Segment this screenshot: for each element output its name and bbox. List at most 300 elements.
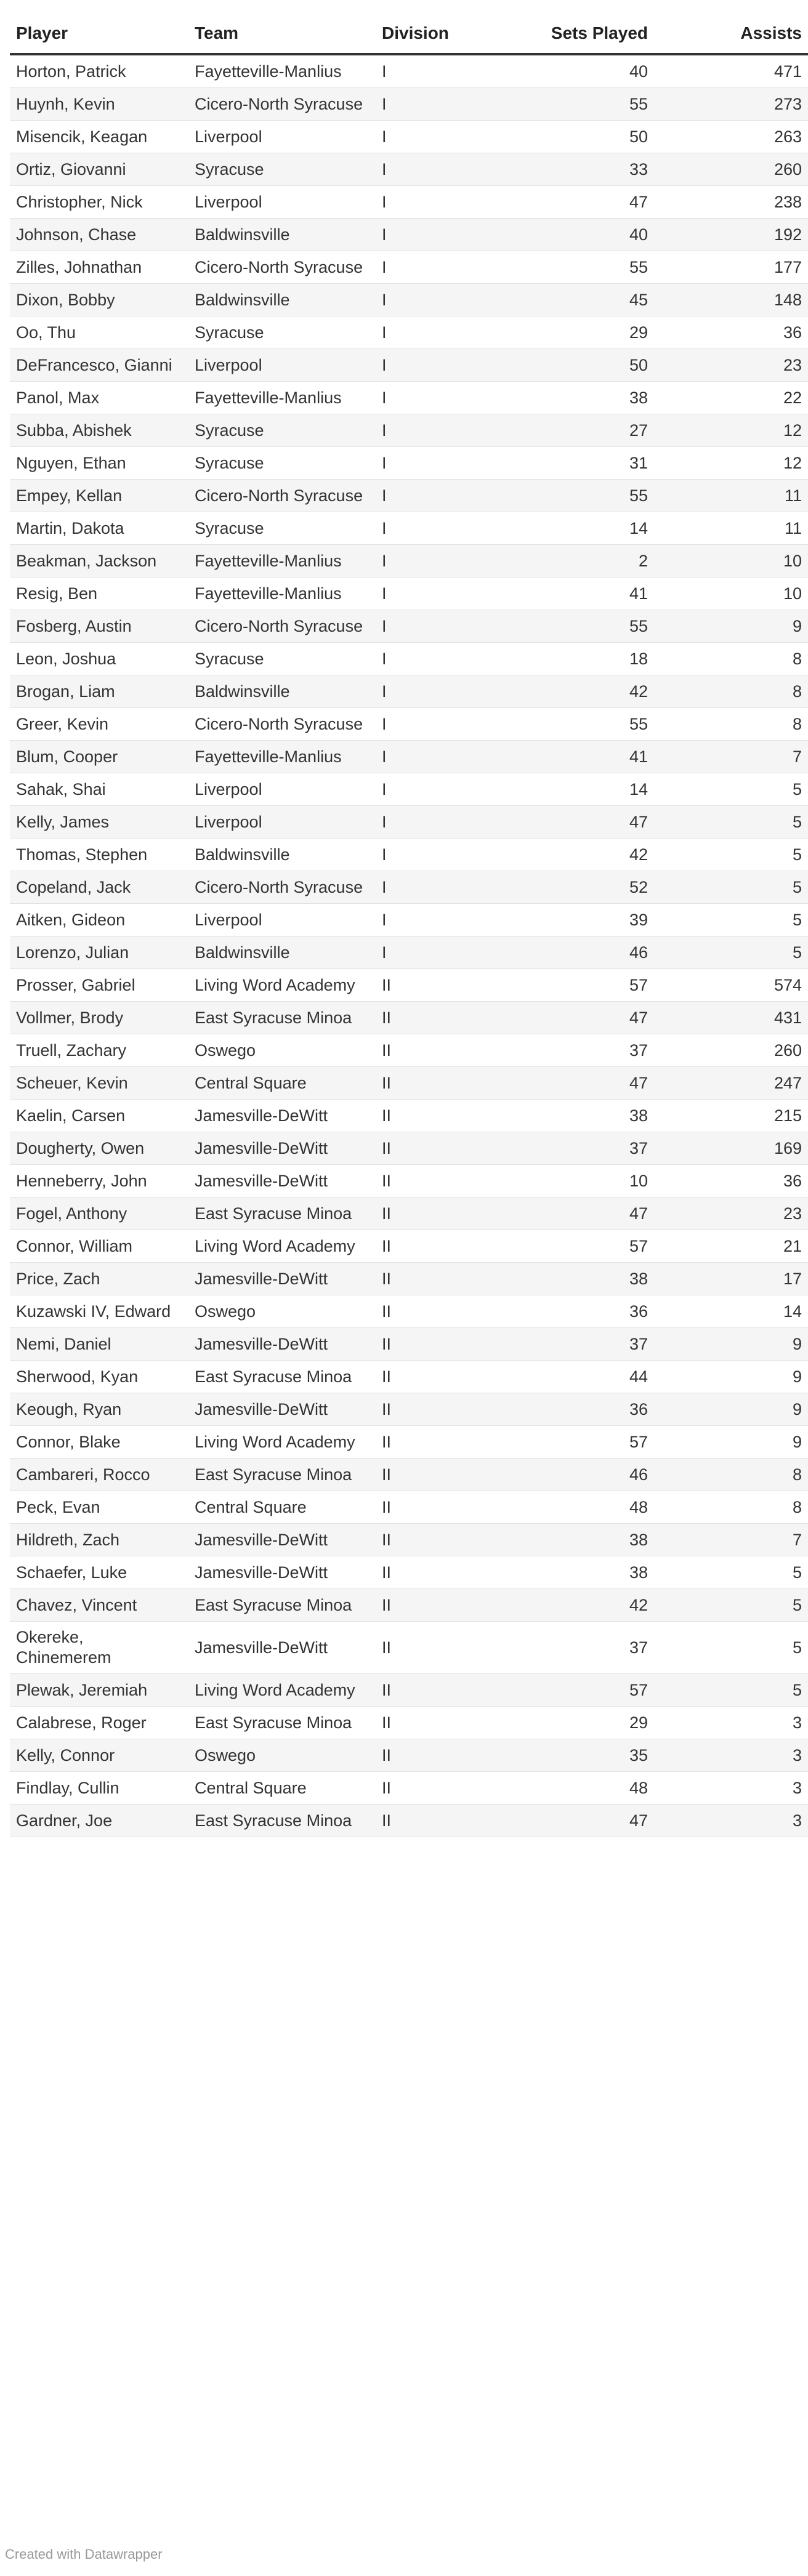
cell-player: Plewak, Jeremiah (10, 1674, 188, 1707)
cell-assists: 238 (654, 186, 808, 219)
cell-player: Kaelin, Carsen (10, 1100, 188, 1132)
cell-player: Price, Zach (10, 1263, 188, 1295)
cell-sets-played: 47 (527, 1805, 654, 1837)
cell-player: Lorenzo, Julian (10, 936, 188, 969)
table-row (10, 1100, 808, 1132)
cell-assists: 11 (654, 512, 808, 545)
cell-player: Blum, Cooper (10, 741, 188, 773)
cell-assists: 22 (654, 382, 808, 414)
cell-player: Beakman, Jackson (10, 545, 188, 578)
cell-player: Okereke, Chinemerem (10, 1622, 188, 1674)
cell-division: II (376, 1361, 527, 1393)
cell-team: Baldwinsville (188, 675, 376, 708)
cell-assists: 5 (654, 773, 808, 806)
cell-player: Johnson, Chase (10, 219, 188, 251)
cell-sets-played: 33 (527, 153, 654, 186)
cell-division: II (376, 1100, 527, 1132)
cell-assists: 11 (654, 480, 808, 512)
cell-sets-played: 55 (527, 251, 654, 284)
table-header (10, 22, 808, 54)
cell-player: Nemi, Daniel (10, 1328, 188, 1361)
cell-division: I (376, 545, 527, 578)
cell-assists: 5 (654, 1589, 808, 1622)
cell-assists: 192 (654, 219, 808, 251)
table-row (10, 1230, 808, 1263)
table-row (10, 284, 808, 316)
cell-division: II (376, 1002, 527, 1034)
cell-assists: 5 (654, 1674, 808, 1707)
cell-sets-played: 48 (527, 1772, 654, 1805)
table-row (10, 1556, 808, 1589)
cell-player: Leon, Joshua (10, 643, 188, 675)
cell-division: II (376, 1132, 527, 1165)
cell-division: II (376, 1459, 527, 1491)
cell-division: I (376, 54, 527, 88)
cell-team: Jamesville-DeWitt (188, 1556, 376, 1589)
cell-team: Liverpool (188, 121, 376, 153)
cell-sets-played: 14 (527, 773, 654, 806)
cell-division: II (376, 1491, 527, 1524)
header-sets-played[interactable]: Sets Played (527, 22, 654, 54)
cell-division: II (376, 1739, 527, 1772)
cell-sets-played: 55 (527, 480, 654, 512)
cell-sets-played: 55 (527, 88, 654, 121)
cell-assists: 263 (654, 121, 808, 153)
cell-division: I (376, 871, 527, 904)
cell-assists: 23 (654, 349, 808, 382)
cell-team: Syracuse (188, 512, 376, 545)
cell-assists: 10 (654, 578, 808, 610)
cell-assists: 3 (654, 1739, 808, 1772)
cell-player: Findlay, Cullin (10, 1772, 188, 1805)
cell-team: Baldwinsville (188, 936, 376, 969)
cell-assists: 260 (654, 153, 808, 186)
cell-sets-played: 47 (527, 806, 654, 839)
cell-assists: 9 (654, 1361, 808, 1393)
cell-assists: 21 (654, 1230, 808, 1263)
cell-player: Peck, Evan (10, 1491, 188, 1524)
cell-assists: 3 (654, 1772, 808, 1805)
cell-player: Zilles, Johnathan (10, 251, 188, 284)
cell-division: I (376, 88, 527, 121)
cell-player: Copeland, Jack (10, 871, 188, 904)
header-assists[interactable]: Assists (654, 22, 808, 54)
cell-assists: 36 (654, 316, 808, 349)
cell-player: Sherwood, Kyan (10, 1361, 188, 1393)
cell-team: Syracuse (188, 643, 376, 675)
cell-sets-played: 37 (527, 1328, 654, 1361)
cell-team: Cicero-North Syracuse (188, 480, 376, 512)
cell-assists: 10 (654, 545, 808, 578)
cell-sets-played: 48 (527, 1491, 654, 1524)
cell-division: II (376, 1328, 527, 1361)
cell-team: East Syracuse Minoa (188, 1707, 376, 1739)
cell-assists: 3 (654, 1707, 808, 1739)
cell-team: Syracuse (188, 316, 376, 349)
cell-sets-played: 36 (527, 1295, 654, 1328)
cell-player: Horton, Patrick (10, 54, 188, 88)
cell-division: I (376, 480, 527, 512)
table-row (10, 545, 808, 578)
table-row (10, 219, 808, 251)
cell-assists: 12 (654, 414, 808, 447)
cell-team: Living Word Academy (188, 969, 376, 1002)
cell-player: Calabrese, Roger (10, 1707, 188, 1739)
footer-credit[interactable]: Created with Datawrapper (5, 2546, 163, 2562)
table-row (10, 1772, 808, 1805)
cell-player: Sahak, Shai (10, 773, 188, 806)
cell-assists: 3 (654, 1805, 808, 1837)
cell-division: II (376, 1589, 527, 1622)
cell-team: Baldwinsville (188, 839, 376, 871)
cell-team: Jamesville-DeWitt (188, 1132, 376, 1165)
cell-sets-played: 38 (527, 1263, 654, 1295)
cell-division: I (376, 447, 527, 480)
table-row (10, 839, 808, 871)
cell-sets-played: 14 (527, 512, 654, 545)
cell-player: Truell, Zachary (10, 1034, 188, 1067)
cell-player: Aitken, Gideon (10, 904, 188, 936)
table-row (10, 610, 808, 643)
cell-team: Oswego (188, 1034, 376, 1067)
cell-division: I (376, 578, 527, 610)
cell-division: I (376, 186, 527, 219)
cell-team: Living Word Academy (188, 1230, 376, 1263)
cell-sets-played: 38 (527, 1556, 654, 1589)
table-row (10, 904, 808, 936)
cell-division: II (376, 1197, 527, 1230)
cell-division: I (376, 251, 527, 284)
cell-player: Connor, Blake (10, 1426, 188, 1459)
table-row (10, 1165, 808, 1197)
cell-team: Living Word Academy (188, 1674, 376, 1707)
cell-player: DeFrancesco, Gianni (10, 349, 188, 382)
cell-division: I (376, 773, 527, 806)
table-row (10, 54, 808, 88)
cell-player: Empey, Kellan (10, 480, 188, 512)
cell-division: I (376, 219, 527, 251)
cell-team: Liverpool (188, 806, 376, 839)
cell-team: Fayetteville-Manlius (188, 54, 376, 88)
cell-team: East Syracuse Minoa (188, 1805, 376, 1837)
cell-player: Huynh, Kevin (10, 88, 188, 121)
cell-team: Syracuse (188, 414, 376, 447)
cell-sets-played: 31 (527, 447, 654, 480)
cell-team: Fayetteville-Manlius (188, 545, 376, 578)
cell-assists: 7 (654, 1524, 808, 1556)
cell-assists: 5 (654, 904, 808, 936)
cell-division: II (376, 1622, 527, 1674)
cell-assists: 9 (654, 610, 808, 643)
cell-assists: 273 (654, 88, 808, 121)
cell-team: Cicero-North Syracuse (188, 251, 376, 284)
header-team[interactable]: Team (188, 22, 376, 54)
cell-division: II (376, 1524, 527, 1556)
cell-sets-played: 18 (527, 643, 654, 675)
cell-player: Kuzawski IV, Edward (10, 1295, 188, 1328)
cell-assists: 8 (654, 675, 808, 708)
cell-player: Oo, Thu (10, 316, 188, 349)
cell-division: I (376, 708, 527, 741)
cell-player: Subba, Abishek (10, 414, 188, 447)
table-row (10, 121, 808, 153)
table-row (10, 969, 808, 1002)
cell-player: Hildreth, Zach (10, 1524, 188, 1556)
cell-assists: 9 (654, 1426, 808, 1459)
cell-assists: 8 (654, 1459, 808, 1491)
cell-division: II (376, 969, 527, 1002)
cell-assists: 5 (654, 936, 808, 969)
table-row (10, 1295, 808, 1328)
cell-player: Chavez, Vincent (10, 1589, 188, 1622)
table-row (10, 1805, 808, 1837)
cell-team: Liverpool (188, 186, 376, 219)
cell-team: Central Square (188, 1772, 376, 1805)
table-row (10, 1132, 808, 1165)
cell-division: I (376, 610, 527, 643)
table-row (10, 1459, 808, 1491)
cell-division: I (376, 284, 527, 316)
cell-sets-played: 42 (527, 839, 654, 871)
cell-assists: 36 (654, 1165, 808, 1197)
table-row (10, 1034, 808, 1067)
cell-sets-played: 37 (527, 1132, 654, 1165)
cell-division: II (376, 1707, 527, 1739)
cell-sets-played: 2 (527, 545, 654, 578)
table-row (10, 349, 808, 382)
cell-division: II (376, 1165, 527, 1197)
header-player[interactable]: Player (10, 22, 188, 54)
cell-assists: 14 (654, 1295, 808, 1328)
table-row (10, 1393, 808, 1426)
cell-sets-played: 40 (527, 54, 654, 88)
cell-team: Jamesville-DeWitt (188, 1524, 376, 1556)
cell-team: Liverpool (188, 904, 376, 936)
table-row (10, 1674, 808, 1707)
cell-assists: 5 (654, 839, 808, 871)
cell-team: Jamesville-DeWitt (188, 1622, 376, 1674)
table-row (10, 708, 808, 741)
cell-assists: 5 (654, 1622, 808, 1674)
cell-division: I (376, 121, 527, 153)
table-row (10, 1739, 808, 1772)
cell-team: Fayetteville-Manlius (188, 578, 376, 610)
cell-assists: 215 (654, 1100, 808, 1132)
cell-team: Cicero-North Syracuse (188, 88, 376, 121)
cell-player: Kelly, James (10, 806, 188, 839)
cell-sets-played: 47 (527, 1067, 654, 1100)
cell-division: II (376, 1295, 527, 1328)
cell-player: Gardner, Joe (10, 1805, 188, 1837)
cell-player: Cambareri, Rocco (10, 1459, 188, 1491)
table-row (10, 1263, 808, 1295)
table-row (10, 643, 808, 675)
cell-sets-played: 42 (527, 675, 654, 708)
cell-assists: 169 (654, 1132, 808, 1165)
cell-sets-played: 47 (527, 186, 654, 219)
cell-division: I (376, 643, 527, 675)
cell-sets-played: 57 (527, 1674, 654, 1707)
cell-player: Fosberg, Austin (10, 610, 188, 643)
cell-division: II (376, 1674, 527, 1707)
cell-sets-played: 10 (527, 1165, 654, 1197)
cell-team: Liverpool (188, 349, 376, 382)
table-row (10, 1361, 808, 1393)
cell-player: Resig, Ben (10, 578, 188, 610)
cell-assists: 574 (654, 969, 808, 1002)
cell-team: Liverpool (188, 773, 376, 806)
table-row (10, 1197, 808, 1230)
cell-division: I (376, 414, 527, 447)
cell-player: Martin, Dakota (10, 512, 188, 545)
data-table (10, 22, 808, 1837)
cell-division: I (376, 675, 527, 708)
cell-sets-played: 45 (527, 284, 654, 316)
header-division[interactable]: Division (376, 22, 527, 54)
cell-team: Jamesville-DeWitt (188, 1165, 376, 1197)
cell-assists: 5 (654, 871, 808, 904)
cell-team: Syracuse (188, 153, 376, 186)
cell-team: Central Square (188, 1067, 376, 1100)
cell-assists: 260 (654, 1034, 808, 1067)
cell-assists: 9 (654, 1328, 808, 1361)
table-row (10, 1426, 808, 1459)
cell-division: I (376, 512, 527, 545)
table-row (10, 512, 808, 545)
table-row (10, 1002, 808, 1034)
cell-team: Jamesville-DeWitt (188, 1100, 376, 1132)
cell-division: I (376, 904, 527, 936)
cell-assists: 471 (654, 54, 808, 88)
cell-team: Baldwinsville (188, 219, 376, 251)
cell-sets-played: 50 (527, 349, 654, 382)
table-row (10, 936, 808, 969)
cell-player: Schaefer, Luke (10, 1556, 188, 1589)
cell-sets-played: 41 (527, 578, 654, 610)
table-body (10, 54, 808, 1837)
table-row (10, 773, 808, 806)
cell-sets-played: 57 (527, 1426, 654, 1459)
cell-assists: 17 (654, 1263, 808, 1295)
cell-sets-played: 37 (527, 1034, 654, 1067)
cell-division: II (376, 1805, 527, 1837)
cell-assists: 148 (654, 284, 808, 316)
cell-sets-played: 36 (527, 1393, 654, 1426)
cell-assists: 7 (654, 741, 808, 773)
cell-sets-played: 42 (527, 1589, 654, 1622)
cell-division: I (376, 741, 527, 773)
cell-team: East Syracuse Minoa (188, 1002, 376, 1034)
table-row (10, 675, 808, 708)
cell-division: II (376, 1556, 527, 1589)
table-row (10, 578, 808, 610)
cell-player: Christopher, Nick (10, 186, 188, 219)
cell-team: Cicero-North Syracuse (188, 610, 376, 643)
cell-team: Fayetteville-Manlius (188, 382, 376, 414)
cell-team: Baldwinsville (188, 284, 376, 316)
cell-division: II (376, 1263, 527, 1295)
cell-team: Oswego (188, 1295, 376, 1328)
cell-player: Greer, Kevin (10, 708, 188, 741)
cell-sets-played: 57 (527, 1230, 654, 1263)
cell-assists: 23 (654, 1197, 808, 1230)
cell-sets-played: 55 (527, 610, 654, 643)
cell-sets-played: 40 (527, 219, 654, 251)
cell-team: Oswego (188, 1739, 376, 1772)
table-row (10, 806, 808, 839)
cell-division: I (376, 936, 527, 969)
cell-player: Vollmer, Brody (10, 1002, 188, 1034)
cell-player: Fogel, Anthony (10, 1197, 188, 1230)
cell-assists: 8 (654, 708, 808, 741)
cell-assists: 177 (654, 251, 808, 284)
cell-player: Nguyen, Ethan (10, 447, 188, 480)
table-row (10, 316, 808, 349)
cell-team: Jamesville-DeWitt (188, 1263, 376, 1295)
cell-assists: 5 (654, 806, 808, 839)
cell-division: II (376, 1067, 527, 1100)
table-row (10, 1707, 808, 1739)
table-row (10, 1622, 808, 1674)
cell-player: Brogan, Liam (10, 675, 188, 708)
table-row (10, 1067, 808, 1100)
cell-division: I (376, 316, 527, 349)
cell-sets-played: 50 (527, 121, 654, 153)
cell-team: East Syracuse Minoa (188, 1459, 376, 1491)
table-row (10, 251, 808, 284)
cell-sets-played: 37 (527, 1622, 654, 1674)
cell-division: I (376, 153, 527, 186)
cell-team: Cicero-North Syracuse (188, 871, 376, 904)
cell-team: East Syracuse Minoa (188, 1197, 376, 1230)
cell-team: Jamesville-DeWitt (188, 1328, 376, 1361)
cell-division: I (376, 382, 527, 414)
cell-assists: 8 (654, 643, 808, 675)
cell-sets-played: 38 (527, 1100, 654, 1132)
cell-player: Misencik, Keagan (10, 121, 188, 153)
cell-team: Living Word Academy (188, 1426, 376, 1459)
cell-assists: 5 (654, 1556, 808, 1589)
table-row (10, 871, 808, 904)
cell-player: Connor, William (10, 1230, 188, 1263)
cell-player: Keough, Ryan (10, 1393, 188, 1426)
cell-player: Dougherty, Owen (10, 1132, 188, 1165)
cell-sets-played: 29 (527, 1707, 654, 1739)
table-row (10, 1491, 808, 1524)
cell-sets-played: 46 (527, 1459, 654, 1491)
cell-sets-played: 29 (527, 316, 654, 349)
cell-sets-played: 46 (527, 936, 654, 969)
cell-sets-played: 39 (527, 904, 654, 936)
table-row (10, 480, 808, 512)
cell-team: Central Square (188, 1491, 376, 1524)
cell-team: East Syracuse Minoa (188, 1589, 376, 1622)
cell-sets-played: 57 (527, 969, 654, 1002)
table-row (10, 153, 808, 186)
cell-sets-played: 27 (527, 414, 654, 447)
cell-division: I (376, 349, 527, 382)
cell-player: Thomas, Stephen (10, 839, 188, 871)
cell-player: Kelly, Connor (10, 1739, 188, 1772)
cell-sets-played: 35 (527, 1739, 654, 1772)
table-row (10, 447, 808, 480)
cell-sets-played: 55 (527, 708, 654, 741)
cell-division: I (376, 839, 527, 871)
cell-team: Jamesville-DeWitt (188, 1393, 376, 1426)
table-row (10, 1328, 808, 1361)
cell-assists: 8 (654, 1491, 808, 1524)
cell-sets-played: 41 (527, 741, 654, 773)
